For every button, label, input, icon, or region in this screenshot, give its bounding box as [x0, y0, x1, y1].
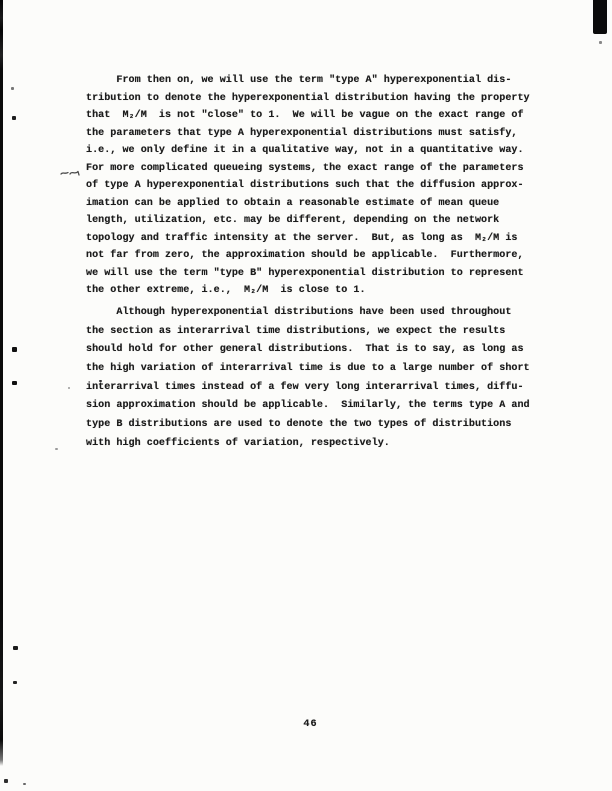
scan-speck [23, 783, 26, 785]
text-line: type B distributions are used to denote the two types of distributions [86, 419, 512, 431]
scan-speck [13, 681, 17, 684]
text-line: sion approximation should be applicable. Similarly, the terms type A and [86, 400, 530, 412]
page-number: 46 [303, 719, 318, 730]
scan-corner-mark [593, 0, 607, 34]
text-line: From then on, we will use the term "type A" hyperexponential dis- [86, 75, 512, 86]
text-line: For more complicated queueing systems, the exact range of the parameters [86, 162, 524, 174]
margin-scribble-mark [60, 166, 84, 178]
text-line: interarrival times instead of a few very long interarrival times, diffu- [86, 381, 524, 393]
scan-speck [599, 41, 602, 44]
text-line: topology and traffic intensity at the server. But, as long as M₂/M is [86, 232, 518, 244]
text-line: with high coefficients of variation, respectively. [86, 437, 390, 449]
text-line: imation can be applied to obtain a reasonable estimate of mean queue [86, 197, 500, 209]
scan-speck [13, 646, 18, 650]
paragraph-1 [86, 72, 556, 300]
text-line: length, utilization, etc. may be different, depending on the network [86, 215, 500, 226]
scan-speck [12, 116, 16, 120]
scan-speck [11, 87, 14, 90]
text-line: the high variation of interarrival time is due to a large number of short [86, 363, 530, 375]
paragraph-2 [86, 304, 556, 454]
text-line: not far from zero, the approximation should be applicable. Furthermore, [86, 250, 524, 261]
text-line: of type A hyperexponential distributions such that the diffusion approx- [86, 180, 524, 191]
scan-speck [12, 381, 17, 385]
scan-speck [68, 387, 70, 389]
text-line: that M₂/M is not "close" to 1. We will be vague on the exact range of [86, 110, 524, 121]
text-line: Although hyperexponential distributions have been used throughout [86, 307, 512, 318]
text-line: the section as interarrival time distributions, we expect the results [86, 325, 506, 337]
scan-edge-strip [0, 0, 3, 766]
text-line: the other extreme, i.e., M₂/M is close to 1. [86, 285, 366, 296]
text-line: we will use the term "type B" hyperexponential distribution to represent [86, 267, 524, 279]
scan-speck [99, 380, 102, 382]
scan-speck [12, 347, 17, 352]
scan-speck [4, 779, 8, 783]
text-line: should hold for other general distributions. That is to say, as long as [86, 344, 524, 356]
scan-speck [55, 448, 58, 450]
text-line: the parameters that type A hyperexponential distributions must satisfy, [86, 127, 518, 139]
text-line: i.e., we only define it in a qualitative way, not in a quantitative way. [86, 145, 524, 156]
text-line: tribution to denote the hyperexponential distribution having the property [86, 92, 530, 104]
